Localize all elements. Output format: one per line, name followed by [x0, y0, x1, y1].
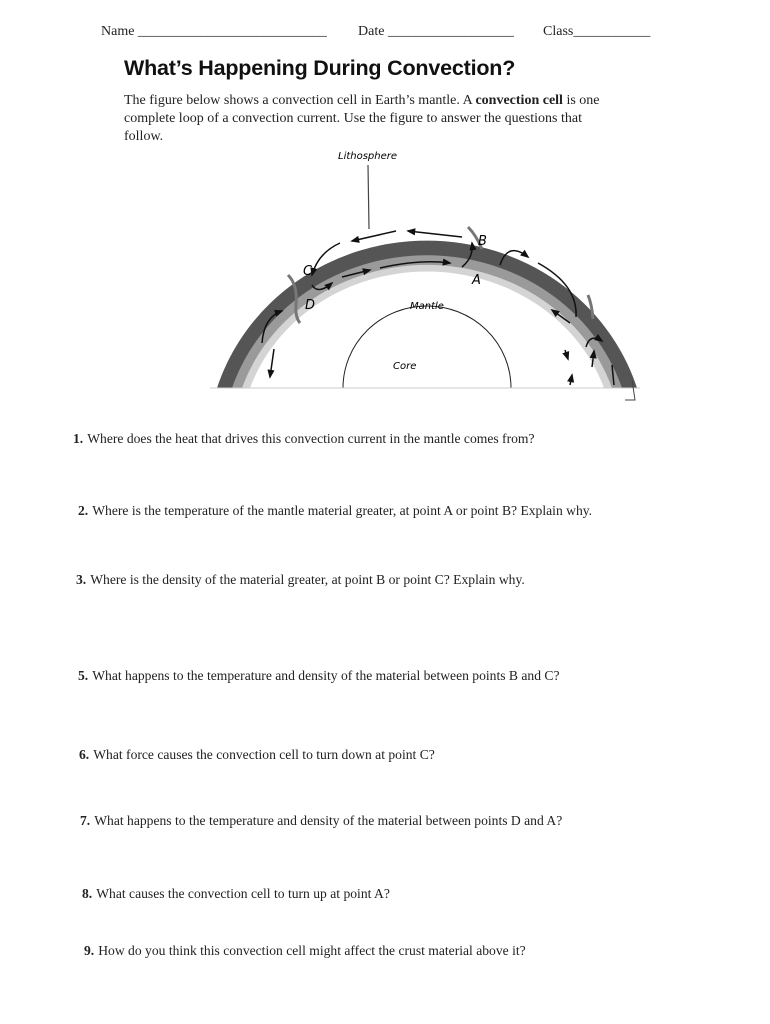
question-text: Where is the temperature of the mantle material greater, at point A or point B? Explain why.: [92, 503, 593, 518]
question-number: 9.: [84, 943, 95, 958]
question-8: [82, 886, 390, 902]
class-field[interactable]: Class___________: [543, 24, 651, 39]
page-title: What’s Happening During Convection?: [124, 56, 516, 80]
intro-term: convection cell: [475, 93, 563, 108]
question-number: 3.: [76, 572, 87, 587]
question-text: What happens to the temperature and density of the material between points D and A?: [94, 813, 563, 828]
question-number: 8.: [82, 886, 93, 901]
name-field[interactable]: Name ___________________________: [101, 24, 327, 39]
intro-text-2: is one complete loop of a convection current. Use the figure to answer the questions that follow.: [124, 93, 600, 144]
flow-arrow-top: [408, 231, 462, 237]
convection-figure: [200, 145, 650, 405]
label-lithosphere: Lithosphere: [338, 151, 398, 162]
label-point-d: D: [305, 298, 316, 313]
question-6: [79, 747, 435, 763]
question-text: What causes the convection cell to turn up at point A?: [96, 886, 390, 901]
label-point-c: C: [303, 264, 313, 279]
question-number: 7.: [80, 813, 91, 828]
question-number: 5.: [78, 668, 89, 683]
question-number: 2.: [78, 503, 89, 518]
question-text: How do you think this convection cell might affect the crust material above it?: [98, 943, 526, 958]
question-text: What happens to the temperature and density of the material between points B and C?: [92, 668, 560, 683]
question-text: Where does the heat that drives this convection current in the mantle comes from?: [87, 431, 535, 446]
question-number: 1.: [73, 431, 84, 446]
question-9: [84, 943, 526, 959]
intro-text-1: The figure below shows a convection cell in Earth’s mantle. A: [124, 93, 476, 108]
question-number: 6.: [79, 747, 90, 762]
intro-paragraph: [124, 92, 624, 146]
question-2: [78, 503, 592, 519]
date-field[interactable]: Date __________________: [358, 24, 514, 39]
label-core: Core: [393, 361, 417, 372]
question-text: Where is the density of the material greater, at point B or point C? Explain why.: [90, 572, 525, 587]
question-1: [73, 431, 535, 447]
question-5: [78, 668, 560, 684]
question-7: [80, 813, 562, 829]
label-mantle: Mantle: [410, 301, 444, 312]
flow-arrow-top-2: [352, 231, 396, 241]
label-point-a: A: [472, 273, 481, 288]
question-text: What force causes the convection cell to turn down at point C?: [93, 747, 435, 762]
label-point-b: B: [478, 234, 487, 249]
question-3: [76, 572, 525, 588]
